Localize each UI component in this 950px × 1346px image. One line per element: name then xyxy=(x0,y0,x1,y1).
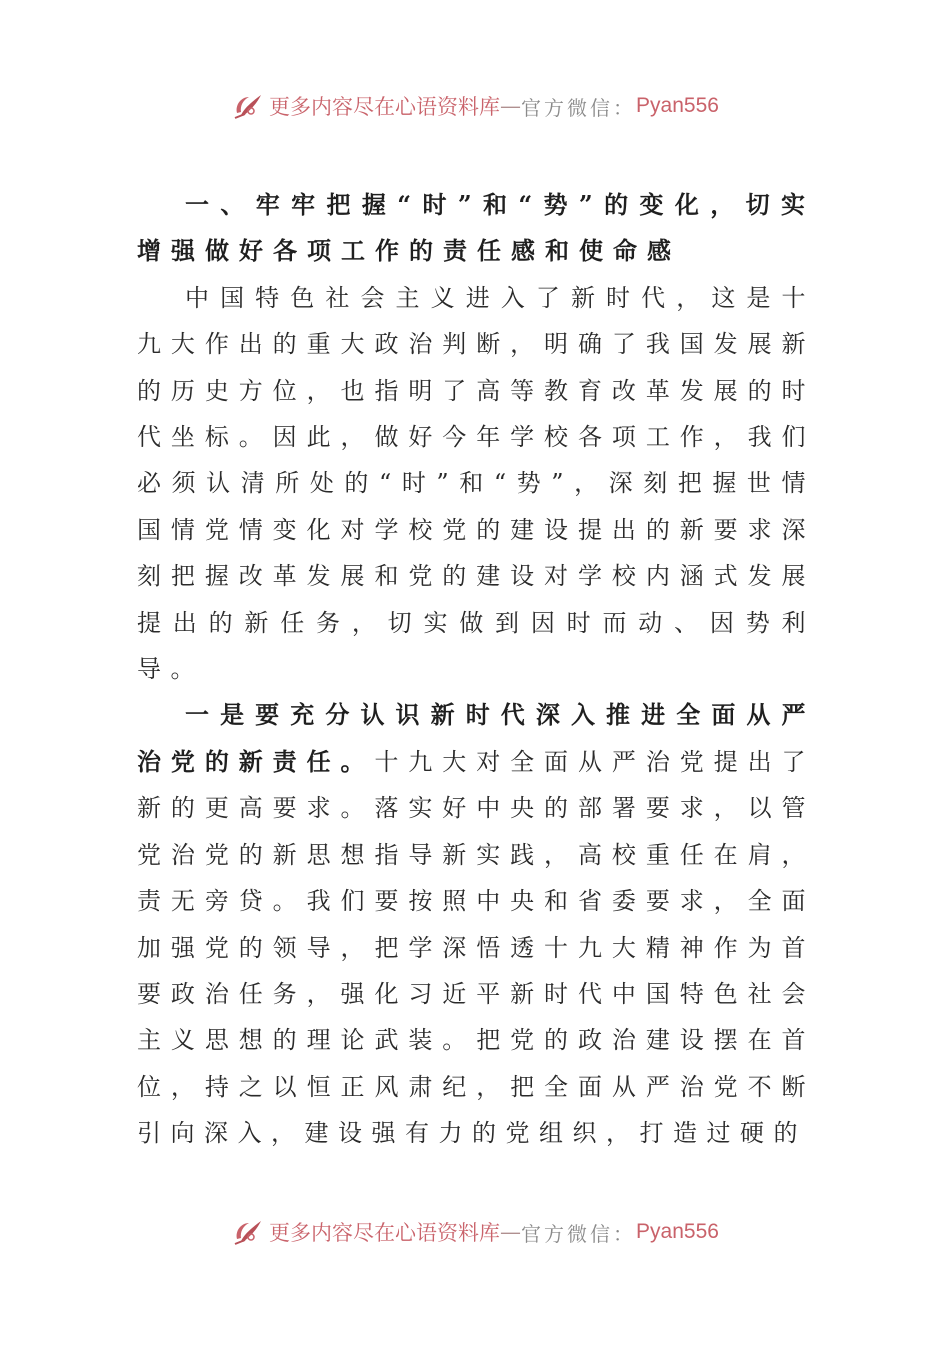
brand-text: 更多内容尽在心语资料库 xyxy=(269,95,501,119)
document-body xyxy=(137,182,815,1157)
header-banner xyxy=(0,86,950,126)
paragraph-1: 中国特色社会主义进入了新时代，这是十九大作出的重大政治判断，明确了我国发展新的历史方位，也指明了高等教育改革发展的时代坐标。因此，做好今年学校各项工作，我们必须认清所处的“时”和“势”，深刻把握世情国情党情变化对学校党的建设提出的新要求深刻把握改革发展和党的建设对学校内涵式发展提出的新任务，切实做到因时而动、因势利导。 xyxy=(137,283,815,684)
paragraph-2-lead: 一是要充分认识新时代深入推进全面从严治党的新责任。 xyxy=(137,700,815,776)
contact-label: 官方微信： xyxy=(521,95,637,120)
wechat-id: Pyan556 xyxy=(636,94,719,117)
separator-dash: — xyxy=(500,1220,522,1244)
brand-text: 更多内容尽在心语资料库 xyxy=(269,1221,501,1245)
section-heading: 一、牢牢把握“时”和“势”的变化，切实增强做好各项工作的责任感和使命感 xyxy=(137,190,815,266)
footer-banner xyxy=(0,1212,950,1252)
separator-dash: — xyxy=(500,94,522,118)
paragraph-2-body: 十九大对全面从严治党提出了新的更高要求。落实好中央的部署要求，以管党治党的新思想指导新实践，高校重任在肩，责无旁贷。我们要按照中央和省委要求，全面加强党的领导，把学深悟透十九大精神作为首要政治任务，强化习近平新时代中国特色社会主义思想的理论武装。把党的政治建设摆在首位，持之以恒正风肃纪，把全面从严治党不断引向深入，建设强有力的党组织，打造过硬的 xyxy=(137,747,816,1148)
quill-pen-logo-icon xyxy=(231,89,265,123)
quill-pen-logo-icon xyxy=(231,1215,265,1249)
contact-label: 官方微信： xyxy=(521,1221,637,1246)
paragraph-2 xyxy=(137,692,815,1156)
wechat-id: Pyan556 xyxy=(636,1220,719,1243)
